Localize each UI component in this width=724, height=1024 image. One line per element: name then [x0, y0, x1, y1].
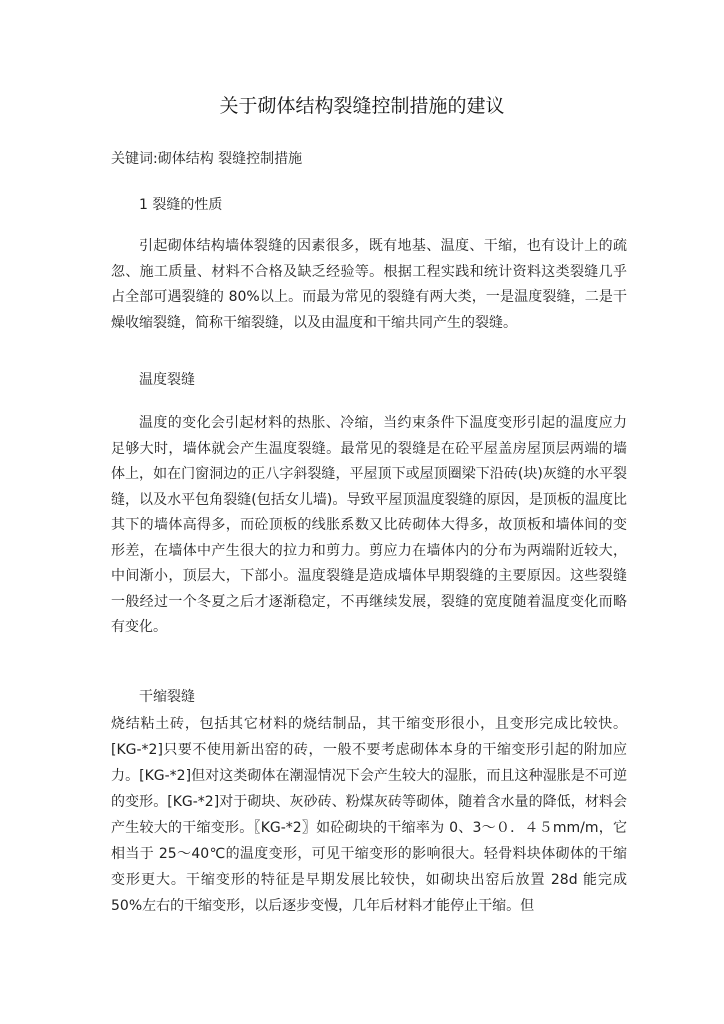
section-heading-nature-of-cracks: 1 裂缝的性质 — [139, 197, 223, 213]
section-heading-shrinkage-cracks: 干缩裂缝 — [139, 689, 195, 705]
keywords-line: 关键词:砌体结构 裂缝控制措施 — [111, 151, 303, 167]
paragraph-shrinkage-cracks: 烧结粘土砖，包括其它材料的烧结制品，其干缩变形很小，且变形完成比较快。[KG-*2]只要不使用新出窑的砖，一般不要考虑砌体本身的干缩变形引起的附加应力。[KG-*2]但对这类砌体在潮湿情况下会产生较大的湿胀，而且这种湿胀是不可逆的变形。[KG-*2]对于砌块、灰砂砖、粉煤灰砖等砌体，随着含水量的降低，材料会产生较大的干缩变形。〖KG-*2〗如砼砌块的干缩率为 0、3～０．４５mm/m，它相当于 25～40℃的温度变形，可见干缩变形的影响很大。轻骨料块体砌体的干缩变形更大。干缩变形的特征是早期发展比较快，如砌块出窑后放置 28d 能完成 50%左右的干缩变形，以后逐步变慢，几年后材料才能停止干缩。但 — [111, 716, 627, 914]
section-heading-temperature-cracks: 温度裂缝 — [139, 372, 195, 388]
paragraph-temperature-cracks: 温度的变化会引起材料的热胀、冷缩，当约束条件下温度变形引起的温度应力足够大时，墙体就会产生温度裂缝。最常见的裂缝是在砼平屋盖房屋顶层两端的墙体上，如在门窗洞边的正八字斜裂缝，平屋顶下或屋顶圈梁下沿砖(块)灰缝的水平裂缝，以及水平包角裂缝(包括女儿墙)。导致平屋顶温度裂缝的原因，是顶板的温度比其下的墙体高得多，而砼顶板的线胀系数又比砖砌体大得多，故顶板和墙体间的变形差，在墙体中产生很大的拉力和剪力。剪应力在墙体内的分布为两端附近较大，中间渐小，顶层大，下部小。温度裂缝是造成墙体早期裂缝的主要原因。这些裂缝一般经过一个冬夏之后才逐渐稳定，不再继续发展，裂缝的宽度随着温度变化而略有变化。 — [111, 415, 627, 635]
paragraph-nature-of-cracks: 引起砌体结构墙体裂缝的因素很多，既有地基、温度、干缩，也有设计上的疏忽、施工质量、材料不合格及缺乏经验等。根据工程实践和统计资料这类裂缝几乎占全部可遇裂缝的 80%以上。而最为常见的裂缝有两大类，一是温度裂缝，二是干燥收缩裂缝，简称干缩裂缝，以及由温度和干缩共同产生的裂缝。 — [111, 238, 627, 331]
document-title: 关于砌体结构裂缝控制措施的建议 — [219, 95, 505, 117]
